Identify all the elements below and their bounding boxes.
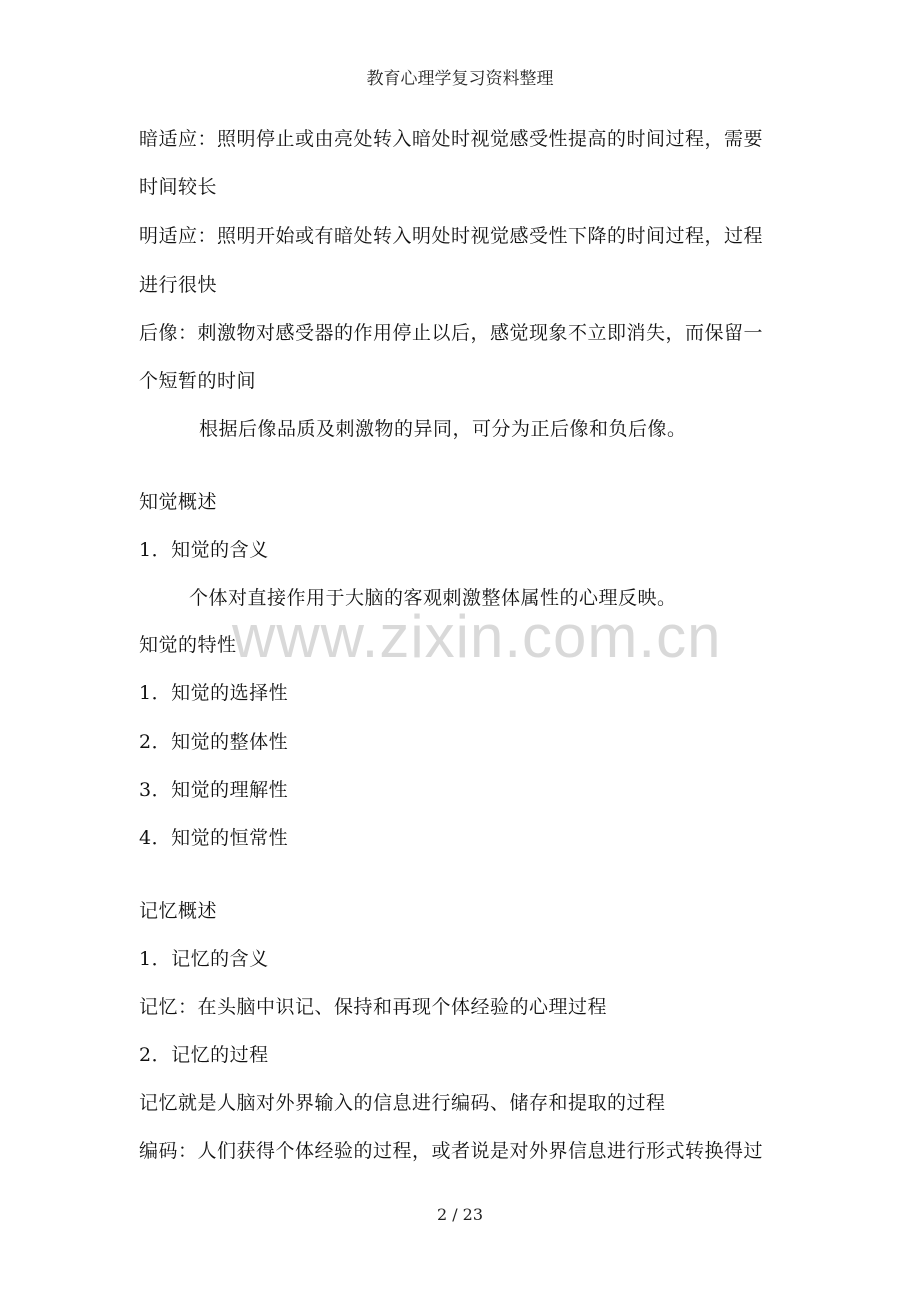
subheading: 1．知觉的含义 [139, 539, 269, 561]
list-item: 2．知觉的整体性 [139, 731, 289, 753]
subheading: 1．记忆的含义 [139, 948, 269, 970]
text-line: 进行很快 [139, 274, 218, 296]
text-line: 明适应：照明开始或有暗处转入明处时视觉感受性下降的时间过程，过程 [139, 225, 764, 247]
section-heading: 知觉概述 [139, 491, 218, 513]
text-line: 记忆就是人脑对外界输入的信息进行编码、储存和提取的过程 [139, 1092, 666, 1114]
page-number: 2 / 23 [436, 1205, 484, 1224]
text-line: 时间较长 [139, 176, 218, 198]
text-line: 编码：人们获得个体经验的过程，或者说是对外界信息进行形式转换得过 [139, 1140, 764, 1162]
list-item: 4．知觉的恒常性 [139, 827, 289, 849]
list-item: 1．知觉的选择性 [139, 682, 289, 704]
list-item: 3．知觉的理解性 [139, 779, 289, 801]
page-header: 教育心理学复习资料整理 [366, 69, 554, 89]
text-line: 个体对直接作用于大脑的客观刺激整体属性的心理反映。 [189, 587, 677, 609]
subheading: 知觉的特性 [139, 634, 237, 656]
text-line: 暗适应：照明停止或由亮处转入暗处时视觉感受性提高的时间过程，需要 [139, 128, 764, 150]
text-line: 后像：刺激物对感受器的作用停止以后，感觉现象不立即消失，而保留一 [139, 322, 764, 344]
text-line: 个短暂的时间 [139, 370, 257, 392]
section-heading: 记忆概述 [139, 900, 218, 922]
text-line: 记忆：在头脑中识记、保持和再现个体经验的心理过程 [139, 996, 608, 1018]
subheading: 2．记忆的过程 [139, 1044, 269, 1066]
watermark: www.zixin.com.cn [232, 603, 722, 670]
text-line: 根据后像品质及刺激物的异同，可分为正后像和负后像。 [199, 418, 687, 440]
